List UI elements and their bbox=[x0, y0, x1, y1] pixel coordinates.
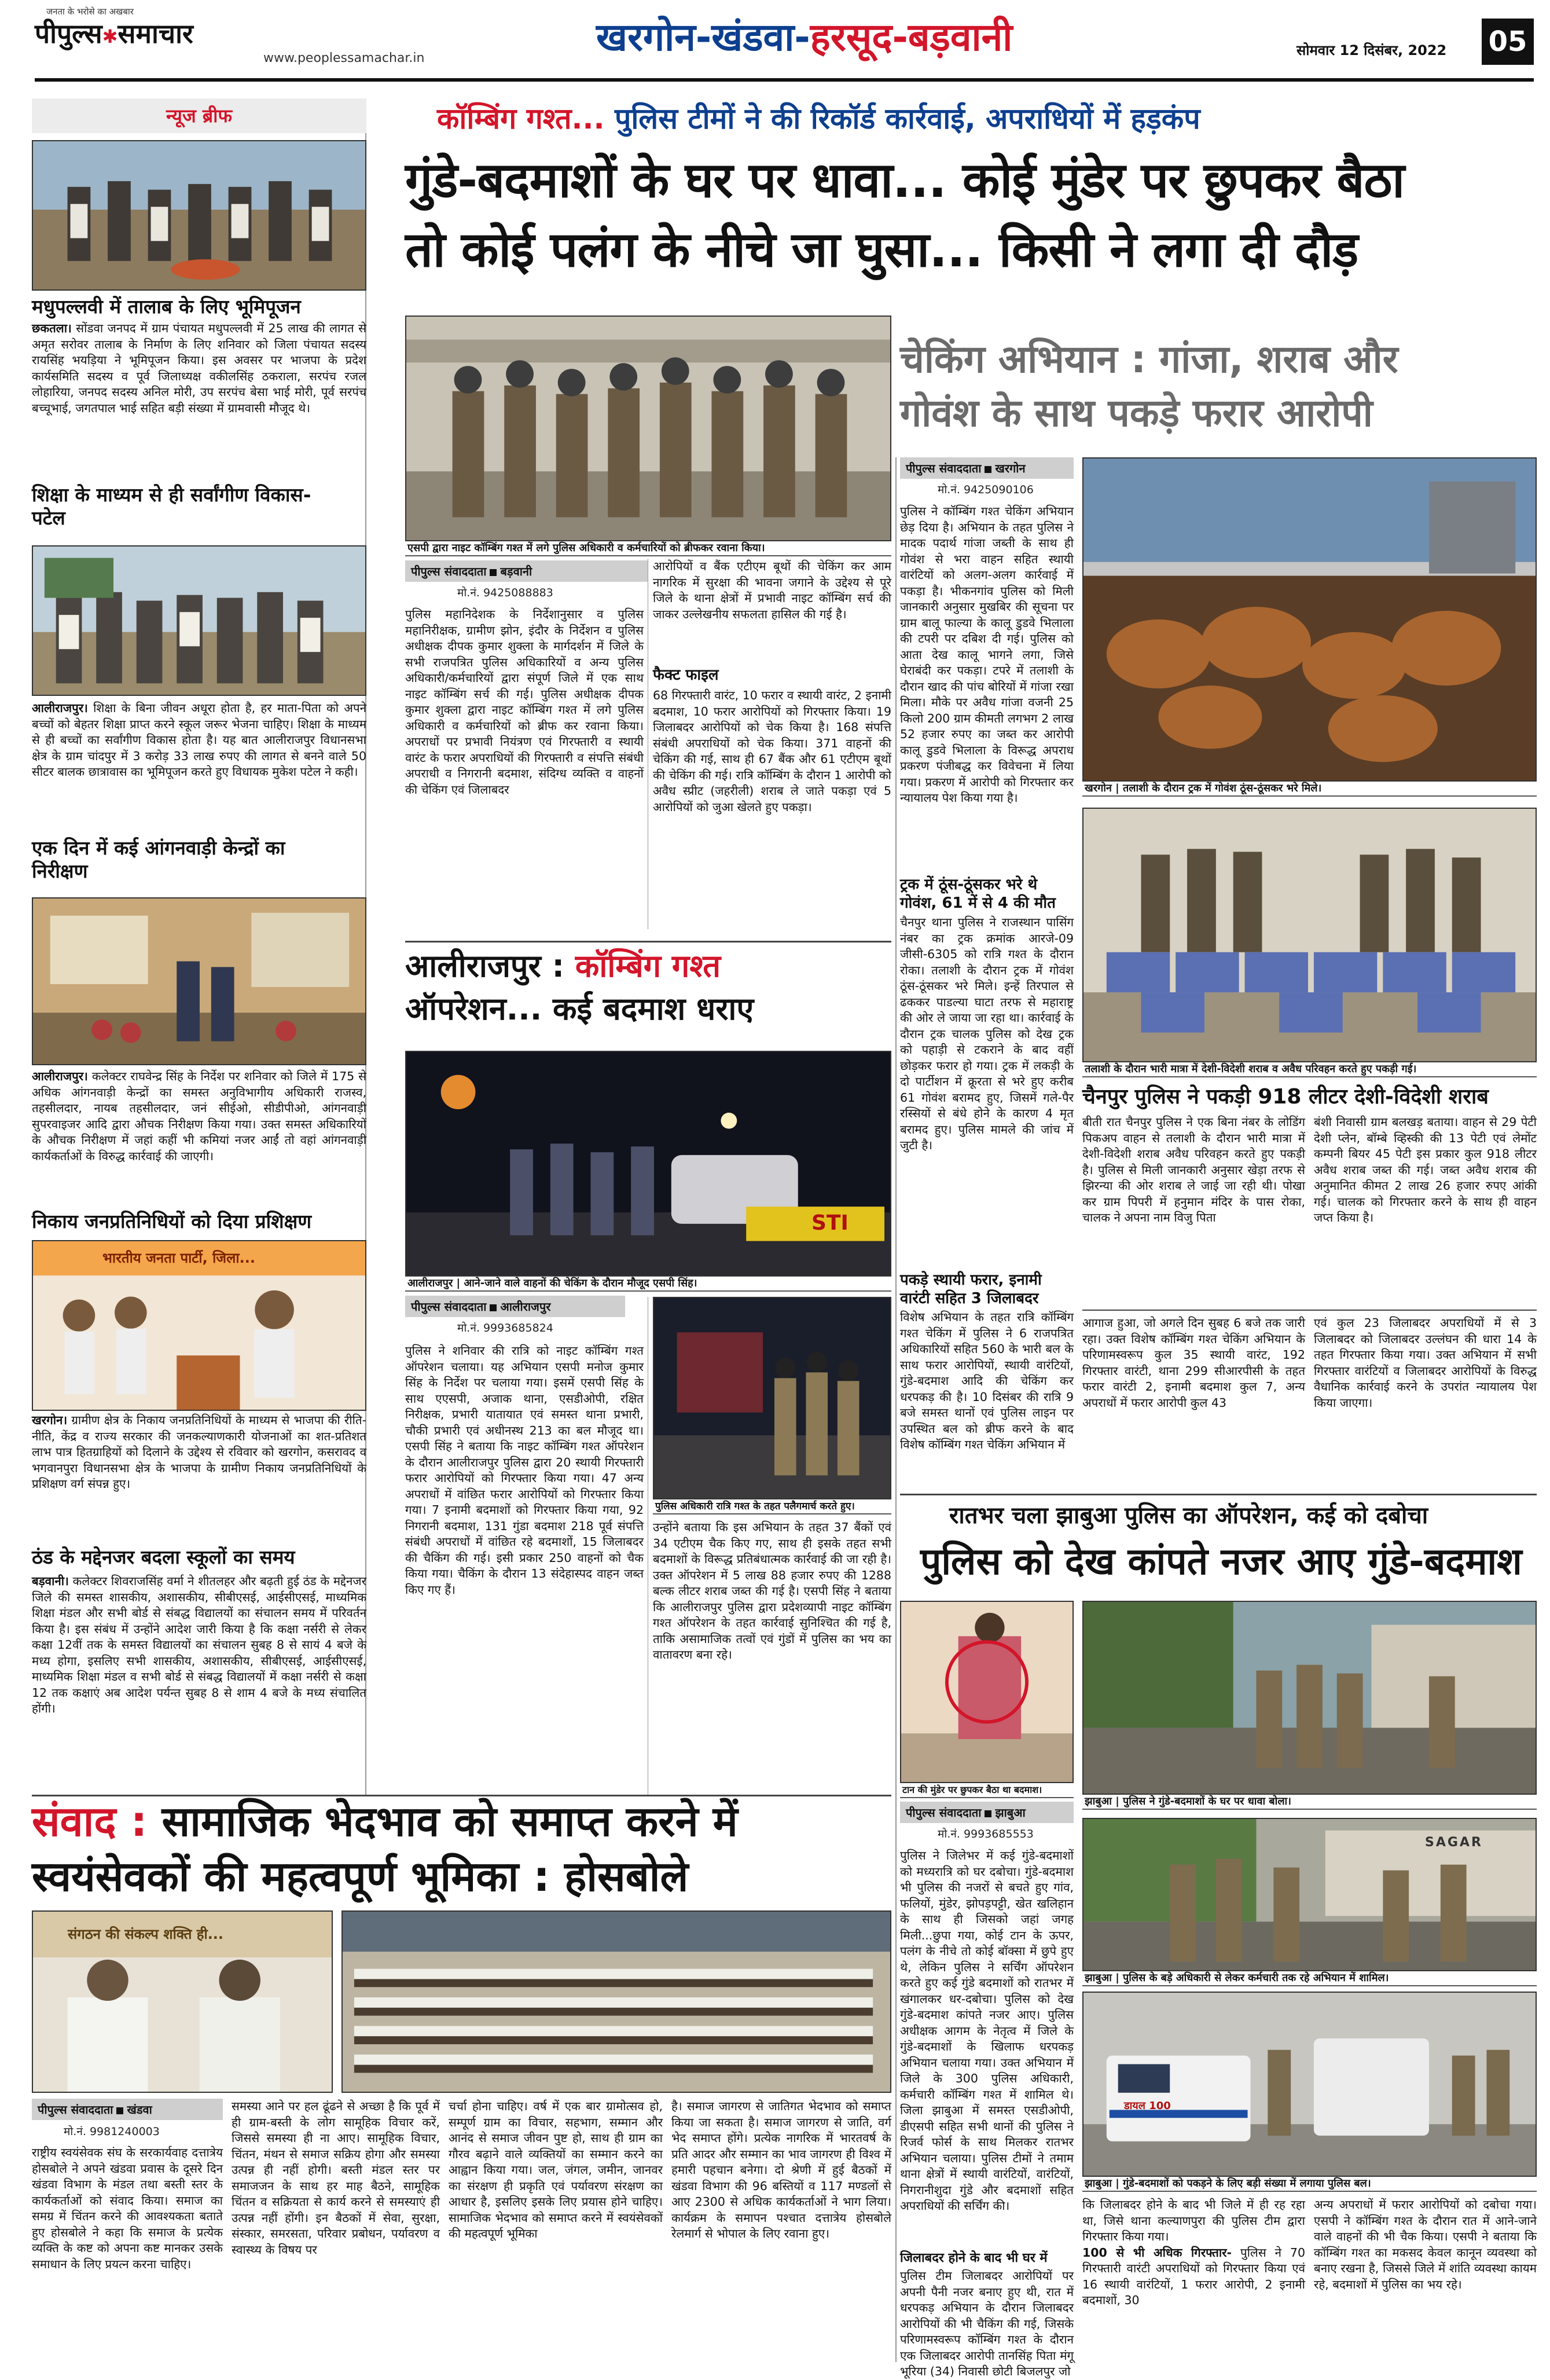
khargone-photo-liquor bbox=[1082, 808, 1537, 1062]
alirajpur-photo1-caption: आलीराजपुर | आने-जाने वाले वाहनों की चेकिंग के दौरान मौजूद एसपी सिंह। bbox=[405, 1277, 891, 1292]
khargone-col-1a: पुलिस ने कॉम्बिंग गश्त चेकिंग अभियान छेड़ दिया है। अभियान के तहत पुलिस ने मादक पदार्थ गांजा जब्ती के साथ ही गोवंश से भरा वाहन सहित स्थायी वारंटियों को अलग-अलग कार्रवाई में पकड़ा है। भीकनगांव पुलिस को मिली जानकारी अनुसार मुखबिर की सूचना पर ग्राम बालू फाल्या के कालू डुडवे भिलाला की टपरी पर दबिश दी गई। पुलिस को आता देख कालू भागने लगा, जिसे घेराबंदी कर पकड़ा। टपरे में तलाशी के दौरान खाद की पांच बोरियों में गांजा रखा मिला। मौके पर अवैध गांजा वजनी 25 किलो 200 ग्राम कीमती लगभग 2 लाख 52 हजार रुपए का जब्त कर आरोपी कालू डुडवे भिलाला के विरूद्ध अपराध प्रकरण पंजीबद्ध कर विवेचना में लिया गया। प्रकरण में आरोपी को गिरफ्तार कर न्यायालय पेश किया गया है। bbox=[900, 504, 1074, 805]
training-banner-text: भारतीय जनता पार्टी, जिला... bbox=[102, 1250, 255, 1266]
alirajpur-col-2: उन्होंने बताया कि इस अभियान के तहत 37 बैंकों एवं 34 एटीएम चैक किए गए, साथ ही इसके तहत सभी बदमाशों के विरूद्ध प्रतिबंधात्मक कार्रवाई की जा रही है। उक्त ऑपरेशन में 5 लाख 88 हजार रुपए की 1288 बल्क लीटर शराब जब्त की गई है। एसपी सिंह ने बताया कि आलीराजपुर पुलिस द्वारा प्रदेशव्यापी नाइट कॉम्बिंग गश्त ऑपरेशन के तहत कार्रवाई सुनिश्चित की गई है, ताकि असामाजिक तत्वों एवं गुंडों में पुलिस का भय का वातावरण बना रहे। bbox=[653, 1520, 891, 1662]
jhabua-photo1-caption: टान की मुंडेर पर छुपकर बैठा था बदमाश। bbox=[900, 1783, 1074, 1798]
lead-subhead-factfile: फैक्ट फाइल bbox=[653, 666, 719, 684]
khargone-col-1b: चैनपुर थाना पुलिस ने राजस्थान पासिंग नंबर का ट्रक क्रमांक आरजे-09 जीसी-6305 को रात्रि गश्त के दौरान रोका। तलाशी के दौरान ट्रक में गोवंश ठूंस-ठूंसकर भरे मिले। इन्हें तिरपाल से ढककर पाडल्या घाटा तरफ से महाराष्ट्र की ओर ले जाया जा रहा था। कार्रवाई के दौरान ट्रक चालक पुलिस को देख ट्रक को पहाड़ी से टकराने के बाद वहीं छोड़कर फरार हो गया। ट्रक में लकड़ी के दो पार्टीशन में क्रूरता से भरे हुए करीब 61 गोवंश बरामद हुए, जिसमें गले-पैर रस्सियों से बंधे होने के कारण 4 मृत बरामद हुए। पुलिस मामले की जांच में जुटी है। bbox=[900, 915, 1074, 1152]
alirajpur-top-rule bbox=[405, 941, 891, 943]
brief-body-3 bbox=[32, 1069, 366, 1193]
section-divider bbox=[895, 457, 897, 2362]
byline-square-icon bbox=[985, 466, 991, 473]
alirajpur-headline bbox=[405, 945, 891, 988]
lead-photo-briefing bbox=[405, 316, 891, 541]
byline-square-icon bbox=[490, 569, 497, 576]
alirajpur-byline-source: पीपुल्स संवाददाता bbox=[411, 1300, 487, 1314]
lead-col-2b: 68 गिरफ्तारी वारंट, 10 फरार व स्थायी वारंट, 2 इनामी बदमाश, 10 फरार आरोपियों को गिरफ्तार किया। 19 जिलाबदर आरोपियों को चेक किया है। 168 संपत्ति संबंधी अपराधियों को चेक किया। 371 वाहनों की चेकिंग की गई, साथ ही 67 बैंक और 61 एटीएम बूथों की चेकिंग की गई। रात्रि कॉम्बिंग के दौरान 1 आरोपी को अवैध स्प्रीट (जहरीली) शराब ले जाते पकड़ा एवं 5 आरोपियों को जुआ खेलते हुए पकड़ा। bbox=[653, 688, 891, 814]
news-brief-label: न्यूज ब्रीफ bbox=[166, 105, 233, 127]
lead-kicker bbox=[437, 98, 1525, 139]
lead-col-2a: आरोपियों व बैंक एटीएम बूथों की चेकिंग कर आम नागरिक में सुरक्षा की भावना जगाने के उद्देश्य से पूरे जिले के थाना क्षेत्रों में प्रभावी नाइट कॉम्बिंग सर्च की जाकर उल्लेखनीय सफलता हासिल की गई है। bbox=[653, 559, 891, 621]
lead-byline-place: बड़वानी bbox=[500, 564, 532, 578]
van-sign-text: डायल 100 bbox=[1124, 2100, 1171, 2112]
jhabua-byline bbox=[900, 1802, 1074, 1823]
samvad-photo-speaker bbox=[32, 1910, 333, 2093]
khargone-subhead-2: पकड़े स्थायी फरार, इनामी वारंटी सहित 3 जिलाबदर bbox=[900, 1271, 1042, 1307]
jhabua-photo-raid bbox=[1082, 1601, 1537, 1795]
logo-left: पीपुल्स bbox=[35, 18, 102, 49]
lead-headline-1: गुंडे-बदमाशों के घर पर धावा... कोई मुंडेर पर छुपकर बैठा bbox=[405, 152, 1405, 208]
samvad-byline-source: पीपुल्स संवाददाता bbox=[38, 2103, 113, 2117]
alirajpur-col-1: पुलिस ने शनिवार की रात्रि को नाइट कॉम्बिंग गश्त ऑपरेशन चलाया। यह अभियान एसपी मनोज कुमार सिंह के निर्देश पर चलाया गया। इसमें एसपी सिंह के साथ एएसपी, अजाक थाना, एसडीओपी, रक्षित निरीक्षक, प्रभारी यातायात एवं समस्त थाना प्रभारी, चौकी प्रभारी एवं अधीनस्थ 213 का बल मौजूद था। एसपी सिंह ने बताया कि नाइट कॉम्बिंग गश्त ऑपरेशन के दौरान आलीराजपुर पुलिस द्वारा 20 स्थायी गिरफ्तारी फरार आरोपियों को गिरफ्तार किया गया। 47 अन्य अपराधों में वांछित फरार आरोपियों को गिरफ्तार किया गया। 7 इनामी बदमाशों को गिरफ्तार किया गया, 92 निगरानी बदमाश, 131 गुंडा बदमाश 218 पूर्व संपत्ति संबंधी अपराधों में वांछित रहे बदमाशों, 15 जिलाबदर की चैकिंग की गई। इसी प्रकार 250 वाहनों को चैक किया गया। चैकिंग के दौरान 13 संदेहास्पद वाहन जब्त किए गए हैं। bbox=[405, 1344, 644, 1597]
website: www.peoplessamachar.in bbox=[263, 51, 425, 65]
khargone-headline-2: गोवंश के साथ पकड़े फरार आरोपी bbox=[900, 391, 1373, 435]
brief-text-2: शिक्षा के बिना जीवन अधूरा होता है, हर माता-पिता को अपने बच्चों को बेहतर शिक्षा प्राप्त करने स्कूल जरूर भेजना चाहिए। शिक्षा के माध्यम से ही बच्चों का सर्वांगीण विकास होता है। यह बात आलीराजपुर विधानसभा क्षेत्र के ग्राम चांदपुर में 3 करोड़ 33 लाख रुपए की लागत से बनने वाले 50 सीटर बालक छात्रावास का भूमिपूजन करते हुए विधायक मुकेश पटेल ने कही। bbox=[32, 701, 366, 779]
lead-headline-2: तो कोई पलंग के नीचे जा घुसा... किसी ने लगा दी दौड़ bbox=[405, 221, 1358, 278]
lead-kicker-blue: पुलिस टीमों ने की रिकॉर्ड कार्रवाई, अपराधियों में हड़कंप bbox=[604, 102, 1200, 135]
lead-col-1: पुलिस महानिदेशक के निर्देशानुसार व पुलिस महानिरीक्षक, ग्रामीण झोन, इंदौर के निर्देशन व पुलिस अधीक्षक दीपक कुमार शुक्ला के मार्गदर्शन में जिले के सभी राजपत्रित पुलिस अधिकारियों व अन्य पुलिस अधिकारी/कर्मचारियों द्वारा संपूर्ण जिले में एक साथ नाइट कॉम्बिंग सर्च की गई। पुलिस अधीक्षक दीपक कुमार शुक्ला द्वारा नाइट कॉम्बिंग गश्त में लगे पुलिस अधिकारी व कर्मचारियों को ब्रीफ कर रवाना किया। अपराधों पर प्रभावी नियंत्रण एवं गिरफ्तारी व स्थायी वारंट के फरार अपराधियों की गिरफ्तारी व संपत्ति संबंधी अपराधी व निगरानी बदमाश, संदिग्ध व्यक्ति व वाहनों की चेकिंग एवं जिलाबदर bbox=[405, 607, 644, 797]
lead-kicker-red: कॉम्बिंग गश्त... bbox=[437, 102, 605, 135]
alirajpur-photo-march bbox=[653, 1297, 891, 1499]
jhabua-col-3: अन्य अपराधों में फरार आरोपियों को दबोचा गया। एसपी ने कॉम्बिंग गश्त के दौरान रात में आने-जाने वाले वाहनों की भी चैक किया। एसपी ने बताया कि कॉम्बिंग गश्त का मकसद केवल कानून व्यवस्था को बनाए रखना है, जिससे जिले में शांति व्यवस्था कायम रहे, बदमाशों में पुलिस का भय रहे। bbox=[1314, 2198, 1537, 2291]
brief-body-2 bbox=[32, 701, 366, 793]
jhabua-byline-place: झाबुआ bbox=[995, 1806, 1026, 1820]
brief-body-1 bbox=[32, 321, 366, 437]
jhabua-byline-source: पीपुल्स संवाददाता bbox=[906, 1806, 982, 1820]
brief-headline-5: ठंड के मद्देनजर बदला स्कूलों का समय bbox=[32, 1546, 295, 1568]
brief-headline-4: निकाय जनप्रतिनिधियों को दिया प्रशिक्षण bbox=[32, 1210, 312, 1233]
jhabua-photo-officers bbox=[1082, 1818, 1537, 1971]
samvad-banner-text: संगठन की संकल्प शक्ति ही... bbox=[68, 1926, 224, 1942]
liquor-col-2: बंशी निवासी ग्राम बलखड़ बताया। वाहन से 29 पेटी देशी प्लेन, बॉम्बे व्हिस्की की 13 पेटी एवं लेमोंट कम्पनी बियर 45 पेटी इस प्रकार कुल 918 लीटर अवैध शराब जब्त की गई। जब्त अवैध शराब की अनुमानित कीमत 2 लाख 26 हजार रुपए आंकी गई। चालक को गिरफ्तार करने के साथ ही वाहन जप्त किया है। bbox=[1314, 1115, 1537, 1224]
byline-square-icon bbox=[985, 1810, 991, 1817]
khargone-photo2-caption: तलाशी के दौरान भारी मात्रा में देशी-विदेशी शराब व अवैध परिवहन करते हुए पकड़ी गई। bbox=[1082, 1062, 1537, 1077]
masthead-rule bbox=[35, 78, 1534, 82]
jhabua-photo2-caption: झाबुआ | पुलिस ने गुंडे-बदमाशों के घर पर धावा बोला। bbox=[1082, 1795, 1537, 1810]
brief-photo-bhoomipujan bbox=[32, 140, 366, 291]
jhabua-mobile: मो.नं. 9993685553 bbox=[938, 1828, 1034, 1840]
khargone-byline-source: पीपुल्स संवाददाता bbox=[906, 461, 982, 475]
brief-headline-2: शिक्षा के माध्यम से ही सर्वांगीण विकास-पटेल bbox=[32, 483, 311, 529]
brief-headline-1: मधुपल्लवी में तालाब के लिए भूमिपूजन bbox=[32, 295, 301, 318]
lead-mobile: मो.नं. 9425088883 bbox=[457, 586, 553, 599]
samvad-col-2: समस्या आने पर हल ढूंढने से अच्छा है कि पूर्व में ही ग्राम-बस्ती के लोग सामूहिक विचार करें, जिससे समस्या ही ना आए। सामूहिक विचार, चिंतन, मंथन से समाज सक्रिय होगा और समस्या उत्पन्न ही नहीं होगी। बस्ती मंडल स्तर पर समाजजन के साथ हर माह बैठने, सामूहिक चिंतन व सक्रियता से कार्य करने से समस्याएं ही उत्पन्न नहीं होंगी। इन बैठकों में सेवा, सुरक्षा, संस्कार, समरसता, परिवार प्रबोधन, पर्यावरण व स्वास्थ्य के विषय पर bbox=[232, 2099, 440, 2257]
khargone-headline-1: चेकिंग अभियान : गांजा, शराब और bbox=[900, 337, 1398, 382]
jhabua-photo-rooftop bbox=[900, 1601, 1074, 1783]
masthead-logo bbox=[35, 16, 193, 51]
logo-star-icon: ✱ bbox=[102, 25, 118, 47]
logo-right: समाचार bbox=[117, 18, 193, 49]
alirajpur-photo-checking bbox=[405, 1051, 891, 1277]
samvad-mobile: मो.नं. 9981240003 bbox=[64, 2125, 160, 2138]
section-title-b: हरसूद-बड़वानी bbox=[810, 15, 1013, 60]
alirajpur-headline-2: ऑपरेशन... कई बदमाश धराए bbox=[405, 991, 754, 1027]
brief-text-5: कलेक्टर शिवराजसिंह वर्मा ने शीतलहर और बढ़ती हुई ठंड के मद्देनजर जिले की समस्त शासकीय, अशासकीय, सीबीएसई, आईसीएसई, माध्यमिक शिक्षा मंडल और सभी बोर्ड से संबद्ध विद्यालयों का संचालन समय में परिवर्तन किया है। इस संबंध में उन्होंने आदेश जारी किया है कि कक्षा नर्सरी से लेकर कक्षा 12वीं तक के समस्त विद्यालयों का संचालन सुबह 8 से सायं 4 बजे के मध्य होगा, इसलिए सभी शासकीय, अशासकीय, सीबीएसई, आईसीएसई, माध्यमिक शिक्षा मंडल व सभी बोर्ड से संबद्ध विद्यालयों में कक्षा नर्सरी से कक्षा 12 तक कक्षाएं अब आदेश पर्यन्त सुबह 8 से शाम 4 बजे के मध्य संचालित होंगी। bbox=[32, 1574, 366, 1715]
brief-dateline-1: छकतला। bbox=[32, 321, 72, 335]
samvad-headline-1 bbox=[32, 1795, 891, 1848]
lead-byline bbox=[405, 560, 648, 582]
brief-dateline-5: बड़वानी। bbox=[32, 1574, 69, 1588]
khargone-subhead-1: ट्रक में ठूंस-ठूंसकर भरे थे गोवंश, 61 में से 4 की मौत bbox=[900, 876, 1056, 912]
samvad-photo-audience bbox=[341, 1910, 891, 2093]
jhabua-col-2-text: कि जिलाबदर होने के बाद भी जिले में ही रह रहा था, जिसे थाना कल्याणपुरा की पुलिस टीम द्वारा गिरफ्तार किया गया। bbox=[1082, 2198, 1305, 2243]
khargone-cont-col-2: एवं कुल 23 जिलाबदर अपराधियों में से 3 जिलाबदर को जिलाबदर उल्लंघन की धारा 14 के तहत गिरफ्तार किया गया। उक्त अभियान में सभी गिरफ्तार वारंटियों व जिलाबदर आरोपियों के विरुद्ध वैधानिक कार्रवाई करने के उपरांत न्यायालय पेश किया जाएगा। bbox=[1314, 1316, 1537, 1410]
alirajpur-photo2-caption: पुलिस अधिकारी रात्रि गश्त के तहत पलैगमार्च करते हुए। bbox=[653, 1499, 891, 1514]
brief-body-4 bbox=[32, 1413, 366, 1540]
alirajpur-mobile: मो.नं. 9993685824 bbox=[457, 1322, 553, 1334]
jhabua-subhead-2: 100 से भी अधिक गिरफ्तार- bbox=[1082, 2245, 1232, 2260]
byline-square-icon bbox=[116, 2107, 123, 2114]
page-number bbox=[1482, 19, 1534, 65]
alirajpur-headline-b: कॉम्बिंग गश्त bbox=[575, 948, 721, 984]
samvad-byline-place: खंडवा bbox=[127, 2103, 152, 2117]
byline-square-icon bbox=[490, 1304, 497, 1311]
jhabua-top-rule bbox=[900, 1494, 1537, 1495]
jhabua-col-1b: पुलिस टीम जिलाबदर आरोपियों पर अपनी पैनी नजर बनाए हुए थी, रात में धरपकड़ अभियान के दौरान जिलाबदर आरोपियों की भी चैकिंग की गई, जिसके परिणामस्वरूप कॉम्बिंग गश्त के दौरान एक जिलाबदर आरोपी तानसिंह पिता मंगू भूरिया (34) निवासी छोटी बिजलपुर जो bbox=[900, 2269, 1074, 2378]
alirajpur-byline-place: आलीराजपुर bbox=[500, 1300, 551, 1314]
samvad-col-4: है। समाज जागरण से जातिगत भेदभाव को समाप्त किया जा सकता है। समाज जागरण से जाति, वर्ग भेद समाप्त होंगे। प्रत्येक नागरिक में भारतवर्ष के प्रति आदर और सम्मान का भाव जागरण ही विश्व में हमारी पहचान बनेगा। दो श्रेणी में हुई बैठकों में खंडवा विभाग की 96 बस्तियों व 117 मण्डलों से आए 2300 से अधिक कार्यकर्ताओं ने भाग लिया। कार्यक्रम के समापन पश्चात दत्तात्रेय होसबोले रेलमार्ग से भोपाल के लिए रवाना हुए। bbox=[671, 2099, 891, 2240]
khargone-photo1-caption: खरगोन | तलाशी के दौरान ट्रक में गोवंश ठूंस-ठूंसकर भरे मिले। bbox=[1082, 782, 1537, 797]
lead-byline-source: पीपुल्स संवाददाता bbox=[411, 564, 487, 578]
news-brief-label-box bbox=[32, 98, 366, 133]
samvad-label: संवाद : bbox=[32, 1797, 162, 1846]
jhabua-kicker: रातभर चला झाबुआ पुलिस का ऑपरेशन, कई को दबोचा bbox=[949, 1502, 1428, 1529]
brief-text-3: कलेक्टर राघवेन्द्र सिंह के निर्देश पर शनिवार को जिले में 175 से अधिक आंगनवाड़ी केन्द्रों का समस्त अनुविभागीय अधिकारी राजस्व, तहसीलदार, नायब तहसीलदार, जनं सीईओ, सीडीपीओ, आंगनवाड़ी सुपरवाइजर आदि द्वारा औचक निरीक्षण किया गया। उक्त समस्त अधिकारियों के औचक निरीक्षण में जहां कहीं भी कमियां नजर आईं तो वहां आंगनवाड़ी कार्यकर्ताओं के विरुद्ध कार्रवाई की जाएगी। bbox=[32, 1069, 366, 1163]
truck-sign-text: STI bbox=[811, 1211, 849, 1235]
khargone-byline bbox=[900, 457, 1074, 479]
jhabua-col-2 bbox=[1082, 2197, 1305, 2362]
lead-photo-caption: एसपी द्वारा नाइट कॉम्बिंग गश्त में लगे पुलिस अधिकारी व कर्मचारियों को ब्रीफकर रवाना किया। bbox=[405, 541, 891, 556]
khargone-byline-place: खरगोन bbox=[995, 461, 1026, 475]
jhabua-photo3-caption: झाबुआ | पुलिस के बड़े अधिकारी से लेकर कर्मचारी तक रहे अभियान में शामिल। bbox=[1082, 1971, 1537, 1986]
brief-text-4: ग्रामीण क्षेत्र के निकाय जनप्रतिनिधियों के माध्यम से भाजपा की रीति-नीति, केंद्र व राज्य सरकार की जनकल्याणकारी योजनाओं का शत-प्रतिशत लाभ पात्र हितग्राहियों को दिलाने के उद्देश्य से रविवार को खरगोन, कसरावद व भगवानपुरा विधानसभा क्षेत्र के भाजपा के ग्रामीण निकाय जनप्रतिनिधियों के प्रशिक्षण वर्ग संपन्न हुए। bbox=[32, 1413, 366, 1491]
issue-date: सोमवार 12 दिसंबर, 2022 bbox=[1296, 42, 1447, 58]
brief-photo-hostel bbox=[32, 545, 366, 696]
khargone-col-1c: विशेष अभियान के तहत रात्रि कॉम्बिंग गश्त चेकिंग में पुलिस ने 6 राजपत्रित अधिकारियों सहित 560 के भारी बल के साथ फरार आरोपियों, स्थायी वारंटियों, गुंडे-बदमाश आदि की चेकिंग कर धरपकड़ की है। 10 दिसंबर की रात्रि 9 बजे समस्त थानों एवं पुलिस लाइन पर उपस्थित बल को ब्रीफ करने के बाद विशेष कॉम्बिंग गश्त चेकिंग अभियान में bbox=[900, 1310, 1074, 1451]
samvad-col-1: राष्ट्रीय स्वयंसेवक संघ के सरकार्यवाह दत्तात्रेय होसबोले ने अपने खंडवा प्रवास के दूसरे दिन खंडवा विभाग के मंडल तथा बस्ती स्तर के कार्यकर्ताओं को संवाद किया। समाज का समग्र में चिंतन करने की आवश्यकता बताते हुए होसबोले ने कहा कि समाज के प्रत्येक व्यक्ति के कष्ट को अपना कष्ट मानकर उसके समाधान के लिए प्रयत्न करना चाहिए। bbox=[32, 2146, 223, 2271]
liquor-col-1: बीती रात चैनपुर पुलिस ने एक बिना नंबर के लोडिंग पिकअप वाहन से तलाशी के दौरान भारी मात्रा में देशी-विदेशी शराब अवैध परिवहन करते हुए पकड़ी है। पुलिस से मिली जानकारी अनुसार खेड़ा तरफ से झिरन्या की ओर शराब ले जाई जा रही थी। पोखा कर ग्राम पिपरी में हनुमान मंदिर के पास रोका, चालक ने अपना नाम विजु पिता bbox=[1082, 1115, 1305, 1224]
khargone-cont-col-1: आगाज हुआ, जो अगले दिन सुबह 6 बजे तक जारी रहा। उक्त विशेष कॉम्बिंग गश्त चेकिंग अभियान के परिणामस्वरूप कुल 35 स्थायी वारंट, 192 गिरफ्तार वारंटी, थाना 299 सीआरपीसी के तहत फरार वारंटी 2, इनामी बदमाश कुल 7, अन्य अपराधों में फरार आरोपी कुल 43 bbox=[1082, 1316, 1305, 1410]
page-number-text: 05 bbox=[1488, 25, 1527, 58]
brief-dateline-4: खरगोन। bbox=[32, 1413, 68, 1427]
alirajpur-byline bbox=[405, 1296, 625, 1317]
samvad-headline-1-text: सामाजिक भेदभाव को समाप्त करने में bbox=[161, 1797, 738, 1846]
brief-dateline-3: आलीराजपुर। bbox=[32, 1069, 88, 1083]
logo-tagline: जनता के भरोसे का अखबार bbox=[46, 6, 134, 17]
brief-photo-anganwadi bbox=[32, 897, 366, 1065]
liquor-rule bbox=[1082, 1310, 1537, 1311]
samvad-headline-2: स्वयंसेवकों की महत्वपूर्ण भूमिका : होसबोले bbox=[32, 1852, 689, 1901]
masthead bbox=[0, 0, 1550, 78]
jhabua-photo-vans bbox=[1082, 1992, 1537, 2177]
section-title bbox=[596, 14, 1012, 61]
jhabua-col-1a: पुलिस ने जिलेभर में कई गुंडे-बदमाशों को मध्यरात्रि को घर दबोचा। गुंडे-बदमाश भी पुलिस की नजरों से बचते हुए गांव, फलियों, मुंडेर, झोपड़पट्टी, खेत खलिहान के साथ ही जिसको जहां जगह मिली...छुपा गया, कोई टान के ऊपर, पलंग के नीचे तो कोई बॉक्सा में छुपे हुए थे, लेकिन पुलिस ने सर्चिंग ऑपरेशन करते हुए कई गुंडे बदमाशों को रातभर में खंगालकर धर-दबोचा। पुलिस को देख गुंडे-बदमाश कांपते नजर आए। पुलिस अधीक्षक आगम के नेतृत्व में जिले के गुंडे-बदमाशों के खिलाफ धरपकड़ अभियान चलाया गया। उक्त अभियान में जिले के 300 पुलिस अधिकारी, कर्मचारी कॉम्बिंग गश्त में शामिल थे। जिला झाबुआ में समस्त एसडीओपी, डीएसपी सहित सभी थानों की पुलिस ने रिजर्व फोर्स के साथ मिलकर रातभर अभियान चलाया। पुलिस टीमों ने तमाम थाना क्षेत्रों में स्थायी वारंटियों, वारंटियों, निगरानीशुदा गुंडे और बदमाशों सहित अपराधियों की सर्चिंग की। bbox=[900, 1849, 1074, 2213]
news-brief-column bbox=[32, 98, 366, 1795]
brief-dateline-2: आलीराजपुर। bbox=[32, 701, 88, 715]
jhabua-col-2b-text: पुलिस ने 70 गिरफ्तारी वारंटी अपराधियों को गिरफ्तार किया एवं 16 स्थायी वारंटियों, 1 फरार आरोपी, 2 इनामी बदमाशों, 30 bbox=[1082, 2245, 1305, 2307]
khargone-mobile: मो.नं. 9425090106 bbox=[938, 483, 1034, 496]
brief-body-5 bbox=[32, 1574, 366, 1794]
khargone-photo-cattle bbox=[1082, 457, 1537, 782]
jhabua-photo4-caption: झाबुआ | गुंडे-बदमाशों को पकड़ने के लिए बड़ी संख्या में लगाया पुलिस बल। bbox=[1082, 2177, 1537, 2192]
jhabua-headline: पुलिस को देख कांपते नजर आए गुंडे-बदमाश bbox=[920, 1541, 1522, 1583]
alirajpur-headline-a: आलीराजपुर : bbox=[405, 948, 575, 984]
samvad-byline bbox=[32, 2099, 223, 2120]
brief-photo-training bbox=[32, 1240, 366, 1411]
jhabua-subhead-1: जिलाबदर होने के बाद भी घर में bbox=[900, 2251, 1048, 2265]
section-title-a: खरगोन-खंडवा- bbox=[596, 15, 810, 60]
stage-sign-text: SAGAR bbox=[1425, 1835, 1483, 1850]
brief-headline-3: एक दिन में कई आंगनवाड़ी केन्द्रों का निरीक्षण bbox=[32, 837, 285, 882]
samvad-col-3: चर्चा होना चाहिए। वर्ष में एक बार ग्रामोत्सव हो, सम्पूर्ण ग्राम का विचार, सहभाग, सम्मान और आनंद से समाज जीवन पुष्ट हो, साथ ही ग्राम का गौरव बढ़ाने वाले व्यक्तियों का सम्मान करने का आह्वान किया गया। जल, जंगल, जमीन, जानवर का संरक्षण ही प्रकृति एवं पर्यावरण संरक्षण का आधार है, इसलिए इसके लिए प्रयास होने चाहिए। सामाजिक भेदभाव को समाप्त करने में स्वयंसेवकों की महत्वपूर्ण भूमिका bbox=[449, 2099, 663, 2240]
liquor-headline: चैनपुर पुलिस ने पकड़ी 918 लीटर देशी-विदेशी शराब bbox=[1082, 1085, 1489, 1109]
brief-text-1: सोंडवा जनपद में ग्राम पंचायत मधुपल्लवी में 25 लाख की लागत से अमृत सरोवर तालाब के निर्माण के लिए शनिवार को जिला पंचायत सदस्य रायसिंह भयड़िया ने भूमिपूजन किया। इस अवसर पर भाजपा के प्रदेश कार्यसमिति सदस्य व पूर्व जिलाध्यक्ष वकीलसिंह ठकराला, सरपंच रजल लोहारिया, जनपद सदस्य अनिल मोरी, उप सरपंच बेसा भाई मोरी, पूर्व सरपंच बच्चूभाई, जगतपाल भाई सहित बड़ी संख्या में ग्रामवासी मौजूद थे। bbox=[32, 321, 366, 415]
